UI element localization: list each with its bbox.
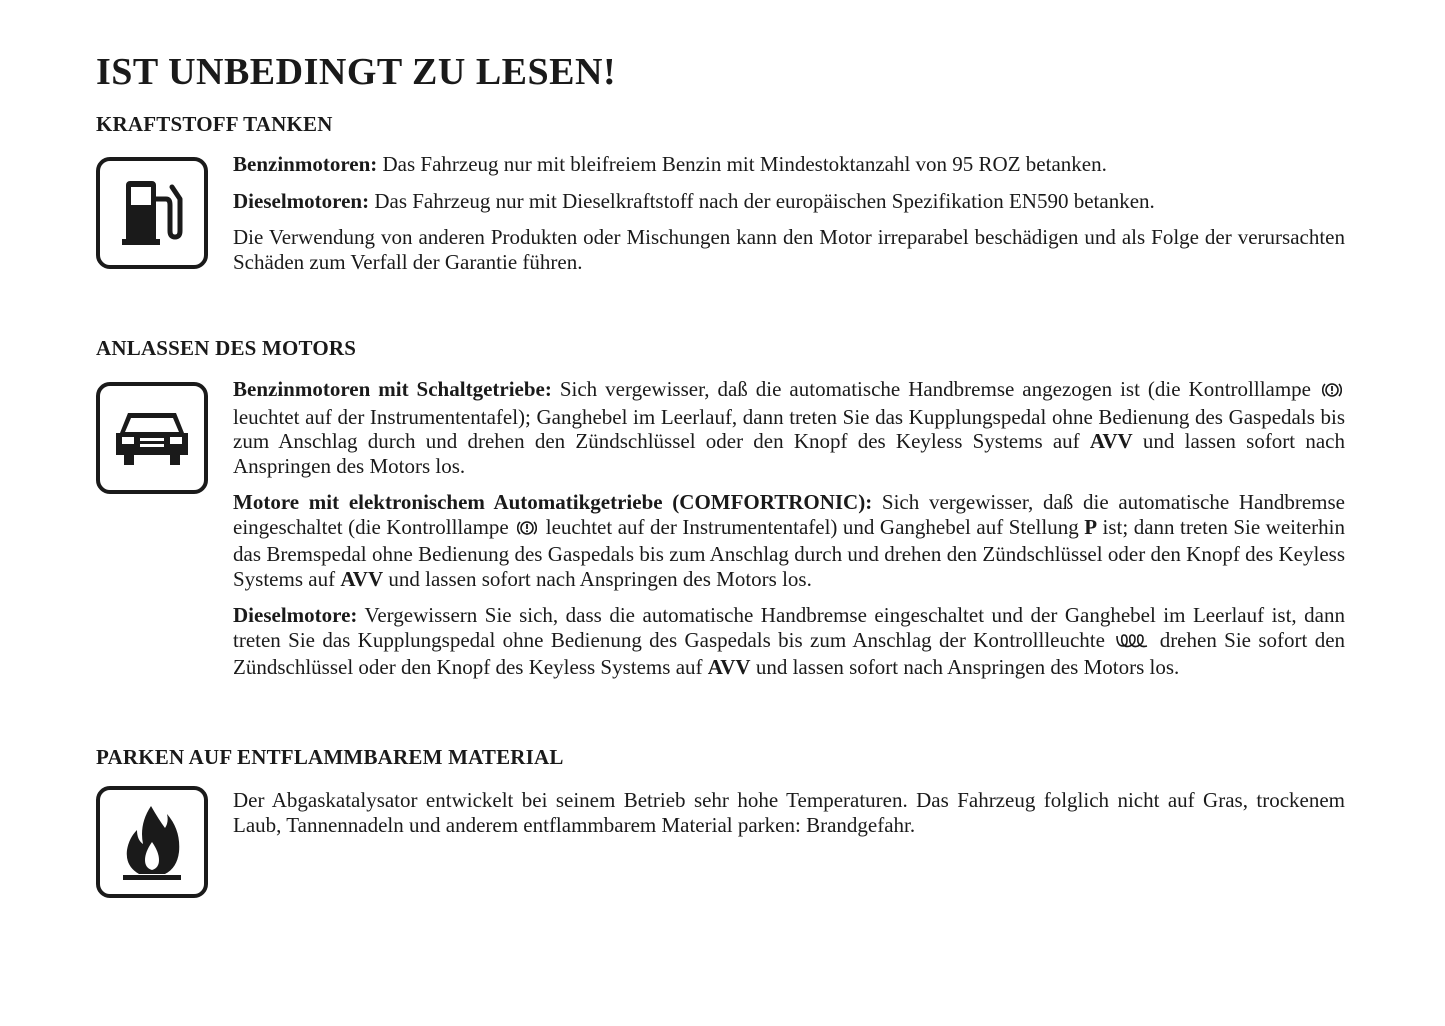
- section-heading-fuel: KRAFTSTOFF TANKEN: [96, 112, 333, 136]
- fuel-pump-icon: [96, 157, 208, 269]
- parking-section-text: [233, 788, 1345, 849]
- parking-brake-warning-icon: [517, 518, 537, 543]
- flame-icon: [96, 786, 208, 898]
- paragraph: Benzinmotoren: Das Fahrzeug nur mit bleifreiem Benzin mit Mindestoktanzahl von 95 ROZ betanken.: [233, 152, 1107, 176]
- paragraph: Dieselmotore: Vergewissern Sie sich, dass die automatische Handbremse eingeschaltet und der Ganghebel im Leerlauf ist, dann treten Sie das Kupplungspedal ohne Bedienung des Gaspedals bis zum Anschlag der Kontrollleuchte drehen Sie sofort den Zündschlüssel oder den Knopf des Keyless Systems auf AVV und lassen sofort nach Anspringen des Motors los.: [233, 603, 1346, 679]
- paragraph: Motore mit elektronischem Automatikgetriebe (COMFORTRONIC): Sich vergewisser, daß die automatische Handbremse eingeschaltet (die Kontrolllampe leuchtet auf der Instrumententafel) und Ganghebel auf Stellung P ist; dann treten Sie weiterhin das Bremspedal ohne Bedienung des Gaspedals bis zum Anschlag durch und drehen den Zündschlüssel oder den Knopf des Keyless Systems auf AVV und lassen sofort nach Anspringen des Motors los.: [233, 490, 1345, 591]
- paragraph: Dieselmotoren: Das Fahrzeug nur mit Dieselkraftstoff nach der europäischen Spezifikation EN590 betanken.: [233, 188, 1155, 213]
- section-heading-parking: PARKEN AUF ENTFLAMMBAREM MATERIAL: [96, 745, 564, 769]
- section-heading-engine-start: ANLASSEN DES MOTORS: [96, 336, 357, 360]
- fuel-section-text: [233, 152, 1345, 286]
- paragraph: Der Abgaskatalysator entwickelt bei seinem Betrieb sehr hohe Temperaturen. Das Fahrzeug folglich nicht auf Gras, trockenem Laub, Tannennadeln und anderem entflammbarem Material parken: Brandgefahr.: [233, 788, 1345, 837]
- paragraph: Benzinmotoren mit Schaltgetriebe: Sich vergewisser, daß die automatische Handbremse angezogen ist (die Kontrolllampe leuchtet auf der Instrumententafel); Ganghebel im Leerlauf, dann treten Sie das Kupplungspedal ohne Bedienung des Gaspedals bis zum Anschlag durch und drehen den Zündschlüssel oder den Knopf des Keyless Systems auf AVV und lassen sofort nach Anspringen des Motors los.: [233, 377, 1345, 478]
- paragraph: Die Verwendung von anderen Produkten oder Mischungen kann den Motor irreparabel beschädigen und als Folge der verursachten Schäden zum Verfall der Garantie führen.: [233, 225, 1345, 274]
- engine-start-section-text: [233, 377, 1345, 692]
- car-front-icon: [96, 382, 208, 494]
- page-title: IST UNBEDINGT ZU LESEN!: [96, 51, 617, 93]
- parking-brake-warning-icon: [1322, 380, 1342, 405]
- glow-plug-icon: [1115, 631, 1149, 656]
